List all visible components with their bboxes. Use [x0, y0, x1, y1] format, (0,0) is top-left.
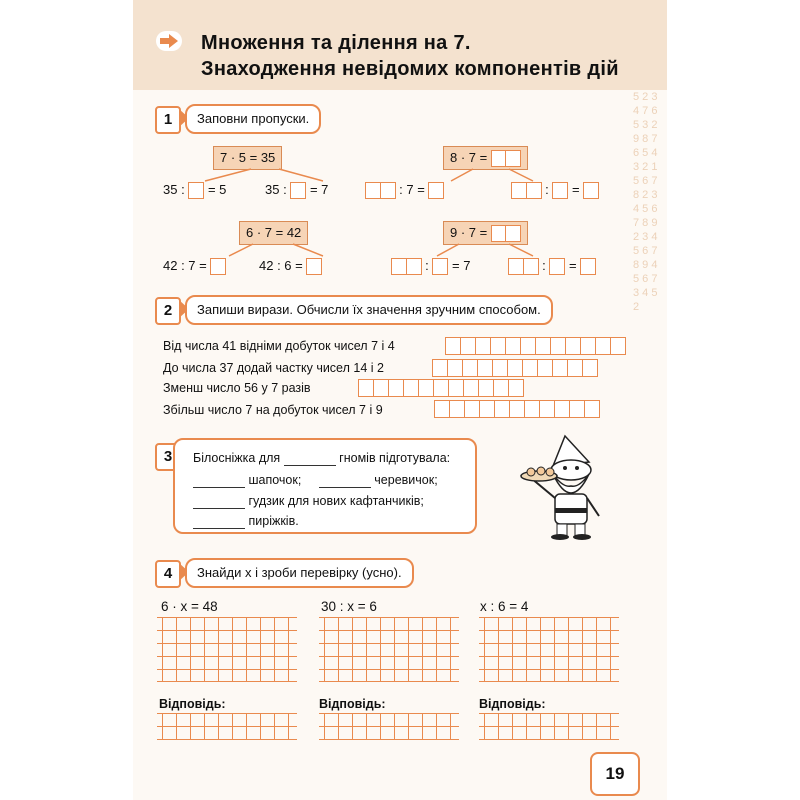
equation: 30 : x = 6 [321, 599, 377, 614]
answer-label: Відповідь: [319, 697, 386, 711]
equation: : = [508, 256, 596, 276]
workbook-page [133, 0, 667, 800]
product-box: 8 · 7 = [443, 146, 528, 170]
answer-grid[interactable] [479, 713, 619, 740]
product-box: 7 · 5 = 35 [213, 146, 282, 170]
answer-cells[interactable] [433, 359, 598, 377]
task3-line4: пиріжків. [193, 513, 299, 529]
product-box: 9 · 7 = [443, 221, 528, 245]
task3-text-box [173, 438, 477, 534]
equation: : 7 = [365, 180, 444, 200]
page-title-line1: Множення та ділення на 7. [201, 32, 471, 54]
equation: 35 : = 5 [163, 180, 226, 200]
gnome-illustration [519, 432, 614, 540]
work-grid[interactable] [157, 617, 297, 682]
task2-row: До числа 37 додай частку чисел 14 і 2 [163, 361, 384, 375]
task-number-4: 4 [155, 560, 181, 588]
task2-instruction: Запиши вирази. Обчисли їх значення зручним способом. [185, 295, 553, 325]
work-grid[interactable] [319, 617, 459, 682]
equation: x : 6 = 4 [480, 599, 529, 614]
equation: 6 · x = 48 [161, 599, 218, 614]
task3-line1: Білосніжка для гномів підготувала: [193, 451, 451, 465]
equation: 35 : = 7 [265, 180, 328, 200]
answer-cell[interactable] [290, 182, 306, 199]
task-number-2: 2 [155, 297, 181, 325]
answer-grid[interactable] [157, 713, 297, 740]
task-number-1: 1 [155, 106, 181, 134]
task4-instruction: Знайди x і зроби перевірку (усно). [185, 558, 414, 588]
task2-row: Зменш число 56 у 7 разів [163, 381, 311, 395]
blank-field[interactable] [319, 487, 371, 488]
equation: 42 : 7 = [163, 256, 226, 276]
arrow-right-icon [155, 30, 183, 52]
work-grid[interactable] [479, 617, 619, 682]
task-number-3: 3 [155, 443, 181, 471]
task1-instruction: Заповни пропуски. [185, 104, 321, 134]
product-box: 6 · 7 = 42 [239, 221, 308, 245]
blank-field[interactable] [193, 487, 245, 488]
task2-row: Від числа 41 відніми добуток чисел 7 і 4 [163, 339, 395, 353]
equation: : = [511, 180, 599, 200]
blank-field[interactable] [193, 528, 245, 529]
answer-cell[interactable] [188, 182, 204, 199]
equation: : = 7 [391, 256, 470, 276]
answer-cells[interactable] [435, 400, 600, 418]
page-number: 19 [590, 752, 640, 796]
task2-row: Збільш число 7 на добуток чисел 7 і 9 [163, 403, 383, 417]
blank-field[interactable] [284, 465, 336, 466]
answer-cells[interactable] [359, 379, 524, 397]
decorative-digits: 5 2 3 4 7 6 5 3 2 9 8 7 6 5 4 3 2 1 5 6 7 8 2 3 4 5 6 7 8 9 2 3 4 5 6 7 8 9 4 5 6 7 3 4 5 2 [633, 91, 658, 313]
answer-label: Відповідь: [159, 697, 226, 711]
equation: 42 : 6 = [259, 256, 322, 276]
answer-label: Відповідь: [479, 697, 546, 711]
answer-cells[interactable] [446, 337, 626, 355]
task3-line3: гудзик для нових кафтанчиків; [193, 493, 424, 509]
answer-grid[interactable] [319, 713, 459, 740]
page-title-line2: Знаходження невідомих компонентів дій [201, 58, 619, 80]
task3-line2: шапочок; черевичок; [193, 472, 438, 488]
blank-field[interactable] [193, 508, 245, 509]
